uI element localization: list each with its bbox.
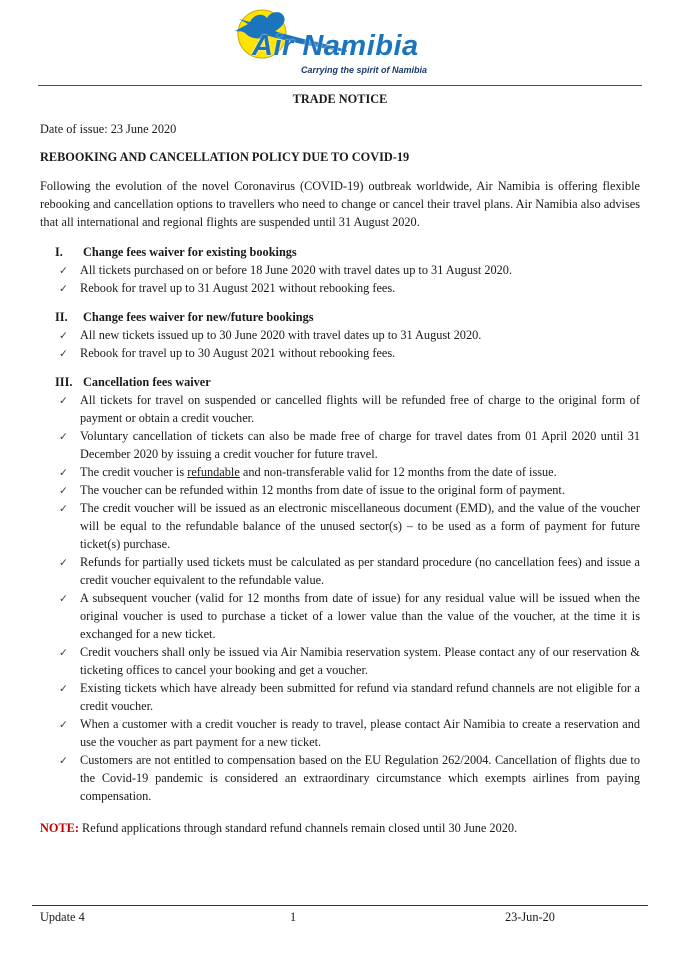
checkmark-icon: ✓: [59, 431, 68, 444]
section-list: [59, 261, 640, 297]
bullet-item: [59, 715, 640, 751]
checkmark-icon: ✓: [59, 503, 68, 516]
section-heading: Change fees waiver for existing bookings: [83, 245, 297, 260]
bullet-item: [59, 751, 640, 805]
brand-tagline: Carrying the spirit of Namibia: [300, 65, 428, 75]
footer-page-number: 1: [290, 910, 297, 924]
bullet-text: Rebook for travel up to 30 August 2021 without rebooking fees.: [80, 346, 396, 361]
bullet-text: The voucher can be refunded within 12 months from date of issue to the original form of payment.: [80, 483, 565, 498]
checkmark-icon: ✓: [59, 330, 68, 343]
footer-divider: [32, 905, 648, 906]
section-numeral: I.: [55, 245, 63, 260]
checkmark-icon: ✓: [59, 593, 68, 606]
doc-title: TRADE NOTICE: [292, 92, 388, 106]
checkmark-icon: ✓: [59, 485, 68, 498]
checkmark-icon: ✓: [59, 395, 68, 408]
bullet-item: [59, 499, 640, 553]
bullet-text: Voluntary cancellation of tickets can also be made free of charge for travel dates from 01 April 2020 until 31 December 2020 by issuing a credit voucher for future travel.: [80, 429, 640, 462]
checkmark-icon: ✓: [59, 348, 68, 361]
bullet-item: [59, 261, 640, 279]
section-heading: Cancellation fees waiver: [83, 375, 211, 390]
section-numeral: III.: [55, 375, 73, 390]
bullet-item: [59, 279, 640, 297]
bullet-text: Customers are not entitled to compensation based on the EU Regulation 262/2004. Cancellation of flights due to the Covid-19 pandemic is considered an extraordinary circumstance which exempts airlines from paying compensation.: [80, 753, 640, 804]
note-label: NOTE:: [40, 821, 79, 836]
bullet-text: All tickets for travel on suspended or cancelled flights will be refunded free of charge to the original form of payment or obtain a credit voucher.: [80, 393, 640, 426]
policy-section: [40, 308, 640, 362]
header-divider: [38, 85, 642, 86]
checkmark-icon: ✓: [59, 283, 68, 296]
bullet-item: [59, 463, 640, 481]
date-of-issue: Date of issue: 23 June 2020: [40, 122, 177, 136]
bullet-item: [59, 589, 640, 643]
bullet-text: All new tickets issued up to 30 June 2020 with travel dates up to 31 August 2020.: [80, 328, 482, 343]
checkmark-icon: ✓: [59, 719, 68, 732]
airline-logo: [232, 8, 448, 80]
bullet-item: [59, 553, 640, 589]
section-heading: Change fees waiver for new/future bookings: [83, 310, 314, 325]
checkmark-icon: ✓: [59, 683, 68, 696]
bullet-text: Credit vouchers shall only be issued via Air Namibia reservation system. Please contact any of our reservation & ticketing offices to cancel your booking and get a voucher.: [80, 645, 640, 678]
brand-wordmark: Air Namibia: [252, 30, 419, 62]
bullet-item: [59, 344, 640, 362]
bullet-item: [59, 643, 640, 679]
bullet-item: [59, 679, 640, 715]
bullet-text: The credit voucher will be issued as an electronic miscellaneous document (EMD), and the value of the voucher will be equal to the refundable balance of the unused sector(s) – to be used as a form of payment for future ticket(s) purchase.: [80, 501, 640, 552]
bullet-text: When a customer with a credit voucher is ready to travel, please contact Air Namibia to create a reservation and use the voucher as part payment for a new ticket.: [80, 717, 640, 750]
sections: [40, 243, 640, 805]
bullet-item: [59, 326, 640, 344]
bullet-item: [59, 391, 640, 427]
checkmark-icon: ✓: [59, 265, 68, 278]
intro-paragraph: Following the evolution of the novel Coronavirus (COVID-19) outbreak worldwide, Air Namibia is offering flexible rebooking and cancellation options to travellers who need to change or cancel their travel plans. Air Namibia also advises that all international and regional flights are suspended until 31 August 2020.: [40, 179, 640, 229]
note-paragraph: [40, 819, 640, 837]
bullet-item: [59, 427, 640, 463]
bullet-text: Existing tickets which have already been submitted for refund via standard refund channels are not eligible for a credit voucher.: [80, 681, 640, 714]
bullet-text: Refunds for partially used tickets must be calculated as per standard procedure (no cancellation fees) and issue a credit voucher equivalent to the refundable value.: [80, 555, 640, 588]
checkmark-icon: ✓: [59, 557, 68, 570]
note-text: Refund applications through standard refund channels remain closed until 30 June 2020.: [82, 821, 518, 836]
subject-heading: REBOOKING AND CANCELLATION POLICY DUE TO COVID-19: [40, 150, 410, 164]
checkmark-icon: ✓: [59, 755, 68, 768]
policy-section: [40, 243, 640, 297]
section-numeral: II.: [55, 310, 68, 325]
bullet-text: The credit voucher is refundable and non-transferable valid for 12 months from the date of issue.: [80, 465, 557, 480]
section-list: [59, 391, 640, 805]
bullet-text: A subsequent voucher (valid for 12 months from date of issue) for any residual value will be issued when the original voucher is used to purchase a ticket of a lower value than the value of the voucher, at the time it is exchanged for a new ticket.: [80, 591, 640, 642]
footer-date: 23-Jun-20: [505, 910, 555, 924]
checkmark-icon: ✓: [59, 467, 68, 480]
policy-section: [40, 373, 640, 805]
section-list: [59, 326, 640, 362]
footer-update-label: Update 4: [40, 910, 85, 924]
checkmark-icon: ✓: [59, 647, 68, 660]
bullet-text: Rebook for travel up to 31 August 2021 without rebooking fees.: [80, 281, 396, 296]
bullet-text: All tickets purchased on or before 18 June 2020 with travel dates up to 31 August 2020.: [80, 263, 513, 278]
document-body: [0, 92, 680, 837]
bullet-item: [59, 481, 640, 499]
